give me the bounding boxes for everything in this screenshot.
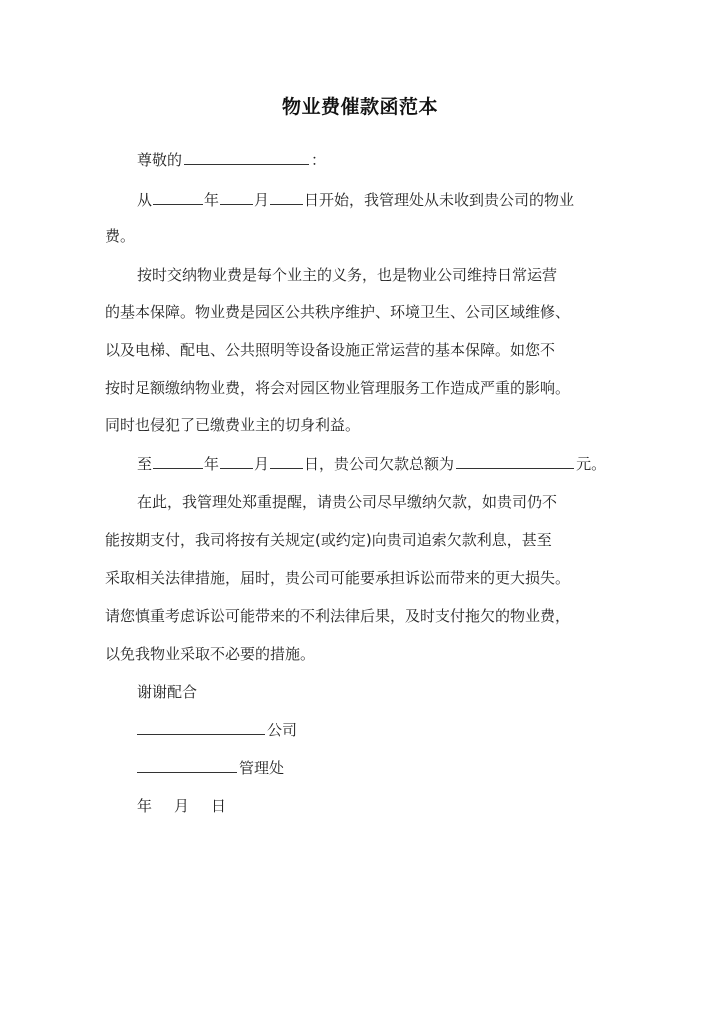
salutation-line (137, 150, 326, 170)
para1-lead: 从 (137, 191, 153, 209)
document-title: 物业费催款函范本 (281, 96, 438, 118)
arrears-year-blank (153, 454, 203, 469)
para2-line2: 的基本保障。物业费是园区公共秩序维护、环境卫生、公司区域维修、 (105, 303, 571, 321)
office-signature-line (137, 758, 284, 778)
para3-unit: 元。 (576, 455, 607, 473)
para4-line3: 采取相关法律措施，届时，贵公司可能要承担诉讼而带来的更大损失。 (105, 569, 571, 587)
para3-line1 (137, 454, 606, 474)
para1-year-label: 年 (204, 191, 220, 209)
salutation-suffix: ： (311, 151, 327, 169)
date-month-label: 月 (174, 797, 190, 815)
company-suffix: 公司 (267, 721, 298, 739)
para3-month-label: 月 (254, 455, 270, 473)
para4-line2: 能按期支付，我司将按有关规定(或约定)向贵司追索欠款利息，甚至 (105, 531, 552, 549)
start-year-blank (153, 190, 203, 205)
thanks-line: 谢谢配合 (137, 683, 198, 701)
para2-line5: 同时也侵犯了已缴费业主的切身利益。 (105, 416, 361, 434)
amount-blank (456, 454, 574, 469)
para2-line4: 按时足额缴纳物业费，将会对园区物业管理服务工作造成严重的影响。 (105, 379, 571, 397)
salutation-prefix: 尊敬的 (137, 151, 183, 169)
date-year-label: 年 (137, 797, 153, 815)
start-day-blank (270, 190, 303, 205)
office-name-blank (137, 758, 237, 773)
arrears-day-blank (270, 454, 303, 469)
para1-line2: 费。 (105, 227, 136, 245)
para3-tail: 日，贵公司欠款总额为 (304, 455, 455, 473)
company-name-blank (137, 720, 265, 735)
para4-line4: 请您慎重考虑诉讼可能带来的不利法律后果，及时支付拖欠的物业费， (105, 607, 571, 625)
recipient-blank (184, 150, 309, 165)
office-suffix: 管理处 (239, 759, 285, 777)
para3-lead: 至 (137, 455, 153, 473)
date-line (137, 796, 226, 816)
para4-line1: 在此，我管理处郑重提醒，请贵公司尽早缴纳欠款，如贵司仍不 (137, 493, 558, 511)
start-month-blank (220, 190, 253, 205)
date-day-label: 日 (211, 797, 227, 815)
para2-line3: 以及电梯、配电、公共照明等设备设施正常运营的基本保障。如您不 (105, 341, 556, 359)
para1-line1 (137, 190, 574, 210)
para2-line1: 按时交纳物业费是每个业主的义务，也是物业公司维持日常运营 (137, 266, 558, 284)
para3-year-label: 年 (204, 455, 220, 473)
company-signature-line (137, 720, 297, 740)
para1-month-label: 月 (254, 191, 270, 209)
arrears-month-blank (220, 454, 253, 469)
para4-line5: 以免我物业采取不必要的措施。 (105, 645, 316, 663)
para1-tail: 日开始，我管理处从未收到贵公司的物业 (304, 191, 575, 209)
